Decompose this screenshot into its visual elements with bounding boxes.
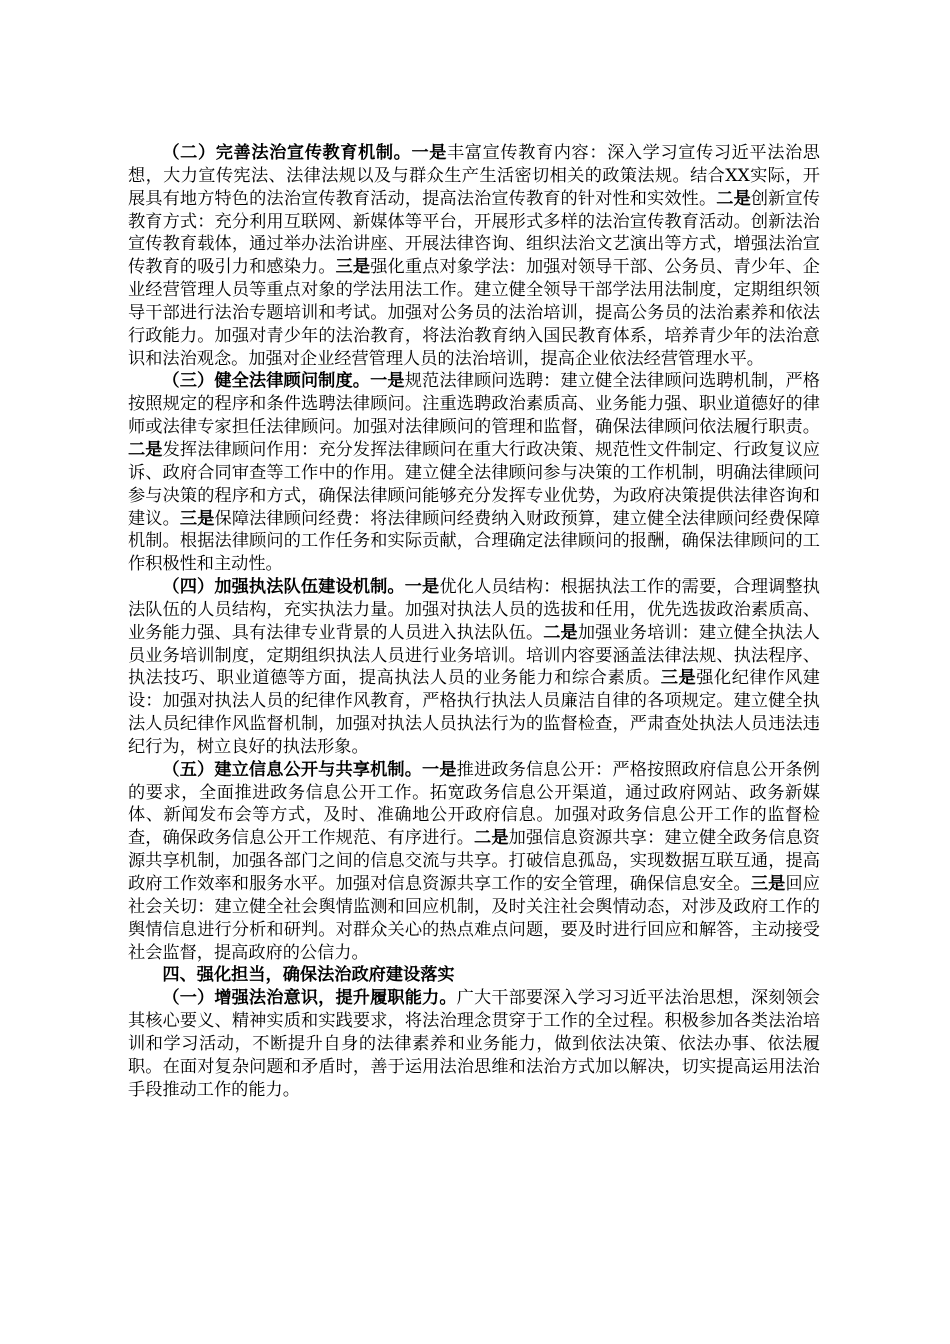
paragraph-legal-advisor [128,370,820,576]
point-marker: 二是 [474,828,509,849]
point-text: 创新宣传教育方式：充分利用互联网、新媒体等平台，开展形式多样的法治宣传教育活动。创新法治宣传教育载体，通过举办法治讲座、开展法律咨询、组织法治文艺演出等方式，增强法治宣传教育的吸引力和感染力。 [128,188,820,278]
point-marker: 一是 [422,759,457,780]
point-text: 强化重点对象学法：加强对领导干部、公务员、青少年、企业经营管理人员等重点对象的学法用法工作。建立健全领导干部学法用法制度，定期组织领导干部进行法治专题培训和考试。加强对公务员的法治培训，提高公务员的法治素养和依法行政能力。加强对青少年的法治教育，将法治教育纳入国民教育体系，培养青少年的法治意识和法治观念。加强对企业经营管理人员的法治培训，提高企业依法经营管理水平。 [128,257,820,369]
paragraph-legal-awareness [128,987,820,1101]
point-marker: 三是 [750,874,786,894]
point-marker: 二是 [716,188,751,209]
paragraph-title: （四）加强执法队伍建设机制。 [162,577,405,598]
point-text: 丰富宣传教育内容：深入学习宣传习近平法治思想，大力宣传宪法、法律法规以及与群众生产生活密切相关的政策法规。结合XX实际，开展具有地方特色的法治宣传教育活动，提高法治宣传教育的针对性和实效性。 [128,143,820,209]
point-marker: 一是 [411,143,448,163]
point-text: 优化人员结构：根据执法工作的需要，合理调整执法队伍的人员结构，充实执法力量。加强对执法人员的选拔和任用，优先选拔政治素质高、业务能力强、具有法律专业背景的人员进入执法队伍。 [128,577,820,643]
paragraph-enforcement-team [128,576,820,759]
section-heading: 四、强化担当，确保法治政府建设落实 [162,965,455,986]
point-text: 强化纪律作风建设：加强对执法人员的纪律作风教育，严格执行执法人员廉洁自律的各项规定。建立健全执法人员纪律作风监督机制，加强对执法人员执法行为的监督检查，严肃查处执法人员违法违纪行为，树立良好的执法形象。 [128,668,820,757]
point-text: 推进政务信息公开：严格按照政府信息公开条例的要求，全面推进政务信息公开工作。拓宽政务信息公开渠道，通过政府网站、政务新媒体、新闻发布会等方式，及时、准确地公开政府信息。加强对政务信息公开工作的监督检查，确保政务信息公开工作规范、有序进行。 [128,759,820,849]
paragraph-title: （二）完善法治宣传教育机制。 [162,143,412,163]
point-text: 保障法律顾问经费：将法律顾问经费纳入财政预算，建立健全法律顾问经费保障机制。根据法律顾问的工作任务和实际贡献，合理确定法律顾问的报酬，确保法律顾问的工作积极性和主动性。 [128,508,820,575]
point-text: 发挥法律顾问作用：充分发挥法律顾问在重大行政决策、规范性文件制定、行政复议应诉、政府合同审查等工作中的作用。建立健全法律顾问参与决策的工作机制，明确法律顾问参与决策的程序和方式，确保法律顾问能够充分发挥专业优势，为政府决策提供法律咨询和建议。 [128,439,820,529]
point-text: 加强信息资源共享：建立健全政务信息资源共享机制，加强各部门之间的信息交流与共享。打破信息孤岛，实现数据互联互通，提高政府工作效率和服务水平。加强对信息资源共享工作的安全管理，确保信息安全。 [128,828,820,894]
point-text: 加强业务培训：建立健全执法人员业务培训制度，定期组织执法人员进行业务培训。培训内容要涵盖法律法规、执法程序、执法技巧、职业道德等方面，提高执法人员的业务能力和综合素质。 [128,622,820,689]
paragraph-text: 广大干部要深入学习习近平法治思想，深刻领会其核心要义、精神实质和实践要求，将法治理念贯穿于工作的全过程。积极参加各类法治培训和学习活动，不断提升自身的法律素养和业务能力，做到依法决策、依法办事、依法履职。在面对复杂问题和矛盾时，善于运用法治思维和法治方式加以解决，切实提高运用法治手段推动工作的能力。 [128,988,820,1100]
point-marker: 三是 [660,668,697,689]
point-marker: 三是 [335,257,371,278]
point-marker: 一是 [370,371,405,392]
document-page [128,142,820,1101]
point-text: 回应社会关切：建立健全社会舆情监测和回应机制，及时关注社会舆情动态，对涉及政府工作的舆情信息进行分析和研判。对群众关心的热点难点问题，要及时进行回应和解答，主动接受社会监督，提高政府的公信力。 [128,874,820,963]
point-marker: 一是 [404,577,440,598]
paragraph-info-disclosure [128,759,820,965]
point-marker: 二是 [128,439,163,460]
point-text: 规范法律顾问选聘：建立健全法律顾问选聘机制，严格按照规定的程序和条件选聘法律顾问。注重选聘政治素质高、业务能力强、职业道德好的律师或法律专家担任法律顾问。加强对法律顾问的管理和监督，确保法律顾问依法履行职责。 [128,371,820,438]
paragraph-legal-publicity [128,142,820,370]
point-marker: 二是 [543,622,578,643]
point-marker: 三是 [179,508,215,529]
paragraph-title: （一）增强法治意识，提升履职能力。 [162,988,457,1009]
paragraph-title: （五）建立信息公开与共享机制。 [162,759,423,780]
paragraph-title: （三）健全法律顾问制度。 [162,371,371,392]
